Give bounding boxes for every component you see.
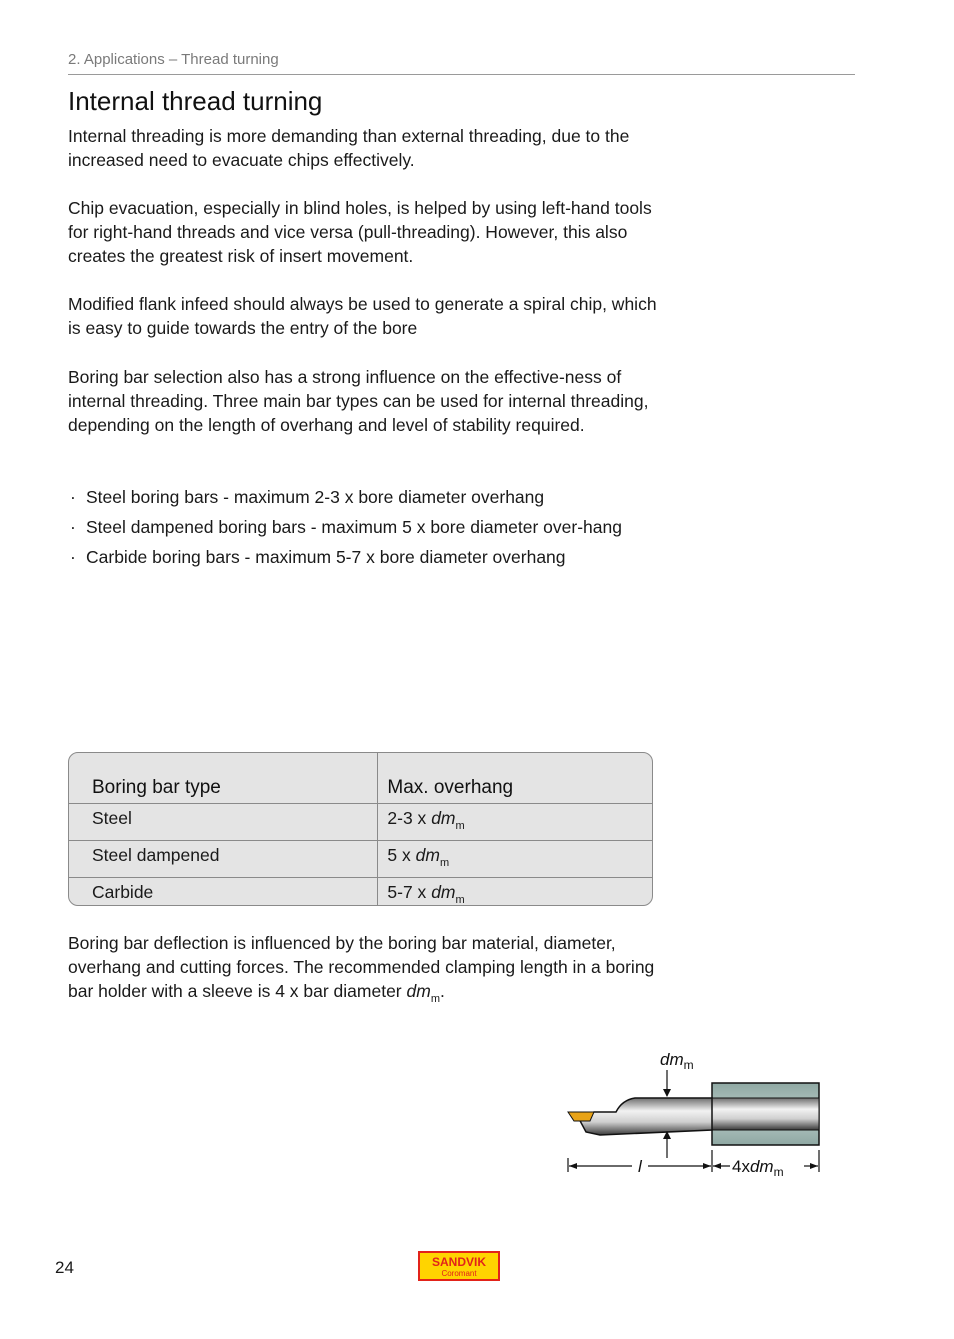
sandvik-coromant-logo bbox=[418, 1251, 500, 1281]
breadcrumb: 2. Applications – Thread turning bbox=[68, 51, 279, 68]
cell-overhang: 2-3 x $dm_m$ bbox=[378, 804, 652, 841]
column-header-type: Boring bar type bbox=[92, 777, 221, 798]
list-item bbox=[68, 485, 658, 509]
cell-type: Carbide bbox=[69, 878, 378, 907]
page-number: 24 bbox=[55, 1258, 74, 1277]
header-divider bbox=[68, 74, 855, 75]
page-title: Internal thread turning bbox=[68, 86, 323, 116]
paragraph-chip-evacuation: Chip evacuation, especially in blind holes, is helped by using left-hand tools for right-hand threads and vice versa (pull-threading). However, this also creates the greatest risk of insert movement. bbox=[68, 198, 652, 266]
logo-text-top: SANDVIK bbox=[431, 1255, 487, 1269]
bar-shank-shape bbox=[712, 1098, 819, 1130]
label-length: l bbox=[638, 1157, 642, 1176]
overhang-table bbox=[68, 752, 653, 906]
bar-type-list bbox=[68, 485, 658, 575]
bar-head-shape bbox=[578, 1098, 712, 1135]
insert-shape bbox=[568, 1112, 594, 1121]
list-item bbox=[68, 545, 658, 569]
list-item-text: Steel boring bars - maximum 2-3 x bore diameter overhang bbox=[86, 487, 545, 507]
list-item bbox=[68, 515, 658, 539]
boring-bar-diagram bbox=[560, 1042, 830, 1192]
table-row bbox=[69, 878, 652, 907]
cell-type: Steel bbox=[69, 804, 378, 841]
table-row bbox=[69, 804, 652, 841]
cell-overhang: 5-7 x $dm_m$ bbox=[378, 878, 652, 907]
bullet-icon: · bbox=[70, 517, 76, 537]
list-item-text: Carbide boring bars - maximum 5-7 x bore diameter overhang bbox=[86, 547, 566, 567]
cell-type: Steel dampened bbox=[69, 841, 378, 878]
label-dm-top: $dm_m$ bbox=[660, 1050, 694, 1072]
paragraph-flank-infeed: Modified flank infeed should always be used to generate a spiral chip, which is easy to guide towards the entry of the bore bbox=[68, 294, 657, 338]
bullet-icon: · bbox=[70, 487, 76, 507]
paragraph-bar-selection: Boring bar selection also has a strong influence on the effective-ness of internal threading. Three main bar types can be used for internal threading, depending on the length of overhang and level of stability required. bbox=[68, 367, 649, 435]
logo-text-bottom: Coromant bbox=[441, 1269, 477, 1278]
list-item-text: Steel dampened boring bars - maximum 5 x bore diameter over-hang bbox=[86, 517, 622, 537]
paragraph-intro: Internal threading is more demanding than external threading, due to the increased need to evacuate chips effectively. bbox=[68, 126, 630, 170]
bullet-icon: · bbox=[70, 547, 76, 567]
label-clamping-length: 4xdm$_m$ bbox=[732, 1157, 784, 1179]
table-row bbox=[69, 841, 652, 878]
column-header-overhang: Max. overhang bbox=[378, 753, 652, 804]
paragraph-deflection: Boring bar deflection is influenced by the boring bar material, diameter, overhang and cutting forces. The recommended clamping length in a boring bar holder with a sleeve is 4 x bar diameter $dm_m$. bbox=[68, 933, 655, 1005]
cell-overhang: 5 x $dm_m$ bbox=[378, 841, 652, 878]
